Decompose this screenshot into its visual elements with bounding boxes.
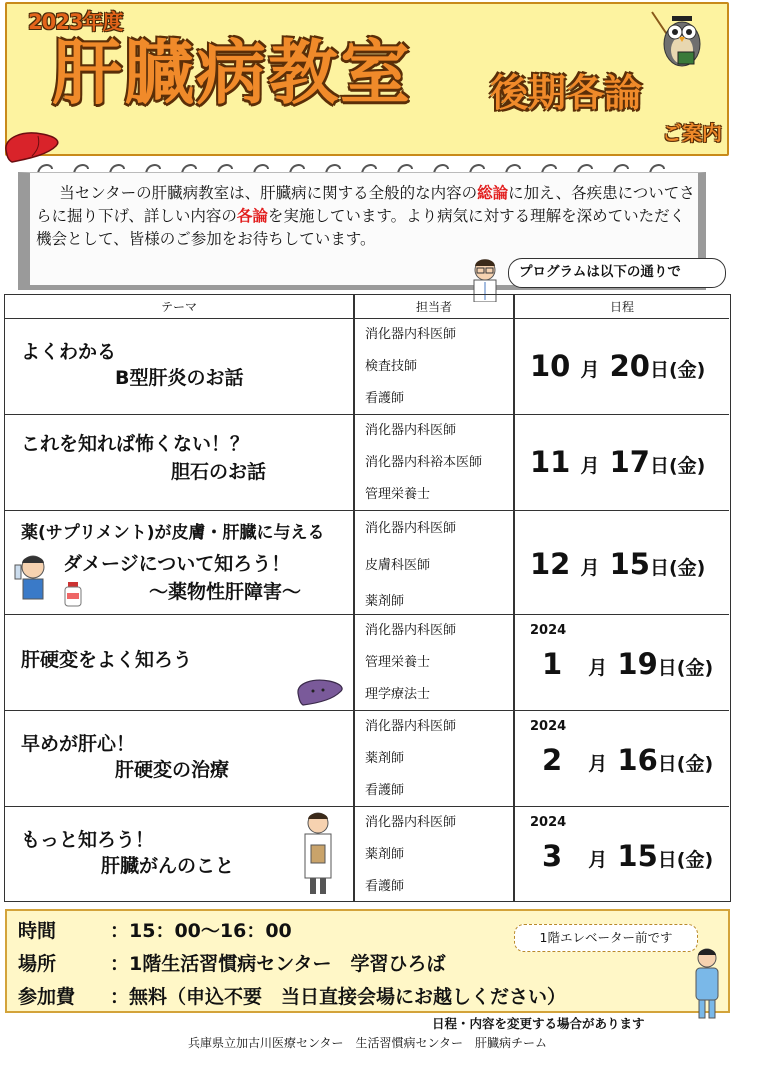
place-info: 場所 ：1階生活習慣病センター 学習ひろば xyxy=(18,953,446,975)
staff-list xyxy=(365,319,456,415)
theme-line: 肝硬変をよく知ろう xyxy=(21,649,193,671)
staff-item: 看護師 xyxy=(365,391,405,406)
table-row xyxy=(5,319,729,415)
staff-item: 検査技師 xyxy=(365,359,418,374)
session-date: 10 月 20日(金) xyxy=(530,349,706,383)
child-taking-medicine-icon xyxy=(13,551,51,603)
change-notice: 日程・内容を変更する場合があります xyxy=(432,1016,645,1031)
session-date: 2 月 16日(金) xyxy=(542,743,714,777)
table-row xyxy=(5,711,729,807)
theme-line: もっと知ろう！ xyxy=(21,829,155,851)
theme-line: 肝臓がんのこと xyxy=(101,855,235,877)
table-row xyxy=(5,615,729,711)
staff-item: 消化器内科医師 xyxy=(365,623,457,638)
theme-line: 薬(サプリメント)が皮膚・肝臓に与える xyxy=(21,523,325,543)
theme-line: ～薬物性肝障害～ xyxy=(149,581,302,603)
staff-item: 皮膚科医師 xyxy=(365,558,431,573)
session-date: 11 月 17日(金) xyxy=(530,445,706,479)
staff-list xyxy=(365,807,456,903)
elevator-note: 1階エレベーター前です xyxy=(514,924,698,952)
header-date: 日程 xyxy=(609,300,634,314)
session-date: 12 月 15日(金) xyxy=(530,547,706,581)
session-date: 1 月 19日(金) xyxy=(542,647,714,681)
staff-item: 薬剤師 xyxy=(365,847,405,862)
theme-line: ダメージについて知ろう！ xyxy=(63,553,291,575)
program-speech-bubble: プログラムは以下の通りで xyxy=(508,258,726,288)
intro-text: 当センターの肝臓病教室は、肝臓病に関する全般的な内容の総論に加え、各疾患についてさらに掘り下げ、詳しい内容の各論を実施しています。より病気に対する理解を深めていただく機会として、皆様のご参加をお待ちしています。 xyxy=(36,184,695,248)
header-theme: テーマ xyxy=(160,300,197,314)
time-info: 時間 ：15：00～16：00 xyxy=(18,920,292,942)
supplement-bottle-icon xyxy=(63,581,83,607)
session-year: 2024 xyxy=(530,815,567,830)
footer-organization: 兵庫県立加古川医療センター 生活習慣病センター 肝臓病チーム xyxy=(188,1036,548,1050)
session-date: 3 月 15日(金) xyxy=(542,839,714,873)
theme-line: B型肝炎のお話 xyxy=(115,367,244,389)
staff-item: 看護師 xyxy=(365,879,405,894)
page-subtitle: 後期各論 xyxy=(490,71,643,115)
theme-line: 肝硬変の治療 xyxy=(115,759,230,781)
sick-liver-icon xyxy=(295,677,345,707)
session-year: 2024 xyxy=(530,719,567,734)
staff-item: 消化器内科医師 xyxy=(365,719,457,734)
schedule-table xyxy=(4,294,731,902)
table-row xyxy=(5,511,729,615)
theme-line: これを知れば怖くない！？ xyxy=(21,433,250,455)
theme-line: 胆石のお話 xyxy=(171,461,267,483)
header-staff: 担当者 xyxy=(415,300,452,314)
theme-line: よくわかる xyxy=(21,341,117,363)
staff-list xyxy=(365,513,456,618)
staff-item: 管理栄養士 xyxy=(365,487,431,502)
session-year: 2024 xyxy=(530,623,567,638)
staff-list xyxy=(365,615,456,711)
fee-info: 参加費 ：無料（申込不要 当日直接会場にお越しください） xyxy=(18,986,567,1008)
staff-item: 管理栄養士 xyxy=(365,655,431,670)
guide-label: ご案内 xyxy=(662,121,722,145)
staff-item: 消化器内科医師 xyxy=(365,815,457,830)
table-row xyxy=(5,807,729,901)
staff-list xyxy=(365,711,456,807)
staff-item: 理学療法士 xyxy=(365,687,431,702)
table-row xyxy=(5,415,729,511)
staff-item: 消化器内科医師 xyxy=(365,327,457,342)
theme-line: 早めが肝心！ xyxy=(21,733,136,755)
doctor-with-clipboard-icon xyxy=(297,809,339,899)
page-title: 肝臓病教室 xyxy=(52,32,412,114)
year-label: 2023年度 xyxy=(28,10,123,34)
owl-teacher-icon xyxy=(648,6,708,70)
staff-item: 消化器内科医師 xyxy=(365,423,457,438)
staff-item: 消化器内科医師 xyxy=(365,521,457,536)
staff-item: 薬剤師 xyxy=(365,594,405,609)
liver-icon xyxy=(2,128,62,164)
staff-item: 消化器内科裕本医師 xyxy=(365,455,483,470)
staff-item: 看護師 xyxy=(365,783,405,798)
nurse-icon xyxy=(690,946,724,1022)
staff-item: 薬剤師 xyxy=(365,751,405,766)
staff-list xyxy=(365,415,482,511)
table-header xyxy=(5,295,729,319)
